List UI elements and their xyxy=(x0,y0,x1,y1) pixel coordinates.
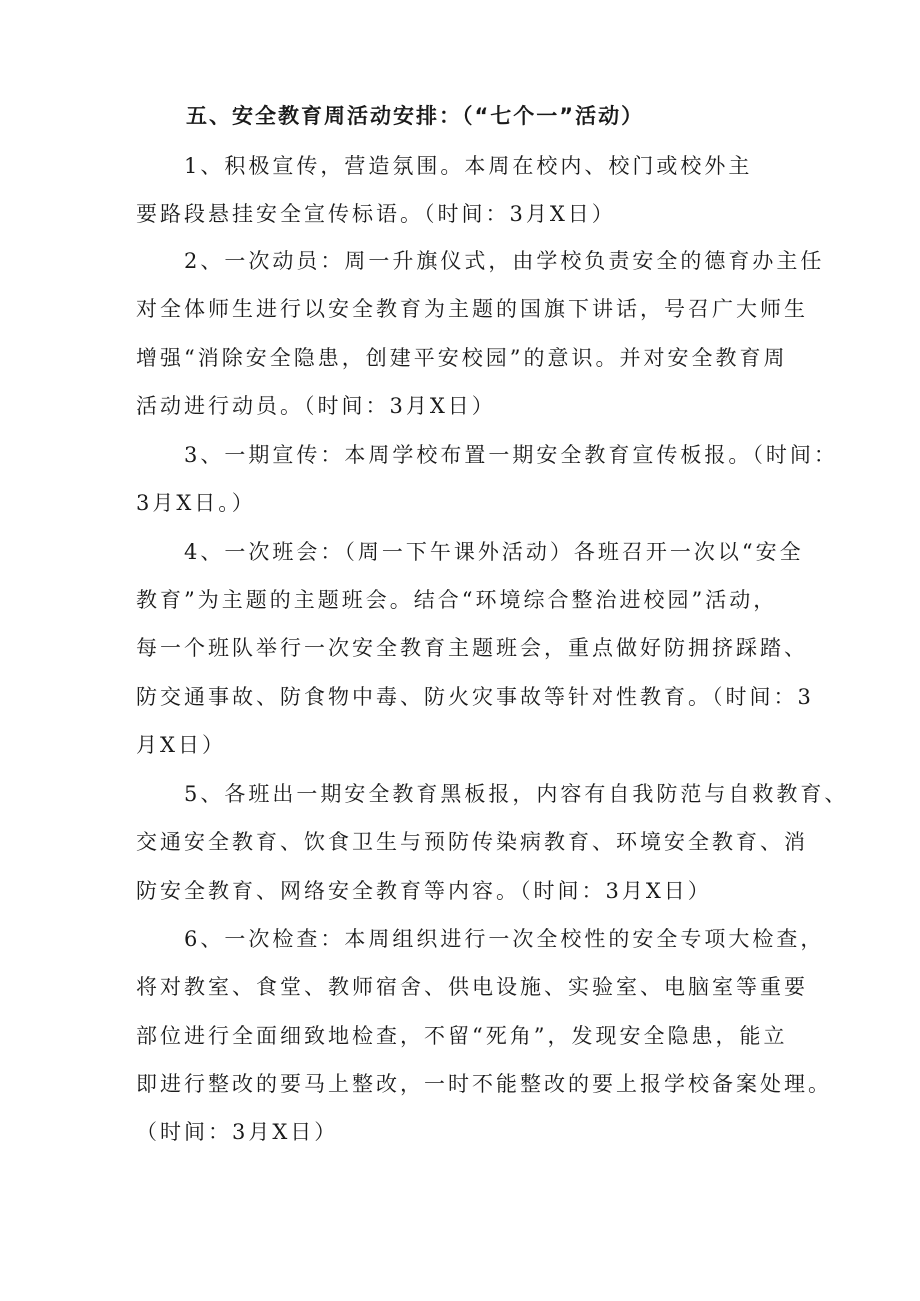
paragraph-1-line-1: 1、积极宣传，营造氛围。本周在校内、校门或校外主 xyxy=(184,154,753,178)
paragraph-5-line-3: 防安全教育、网络安全教育等内容。（时间：3月X日） xyxy=(136,879,712,903)
paragraph-4-line-5: 月X日） xyxy=(136,733,226,757)
paragraph-6-line-2: 将对教室、食堂、教师宿舍、供电设施、实验室、电脑室等重要 xyxy=(136,975,808,999)
paragraph-5-line-1: 5、各班出一期安全教育黑板报，内容有自我防范与自救教育、 xyxy=(184,782,849,806)
paragraph-2-line-4: 活动进行动员。（时间：3月X日） xyxy=(136,394,496,418)
paragraph-6-line-1: 6、一次检查：本周组织进行一次全校性的安全专项大检查， xyxy=(184,927,825,951)
paragraph-4-line-4: 防交通事故、防食物中毒、防火灾事故等针对性教育。（时间：3 xyxy=(136,685,814,709)
paragraph-4-line-2: 教育”为主题的主题班会。结合“环境综合整治进校园”活动， xyxy=(136,588,778,612)
paragraph-5-line-2: 交通安全教育、饮食卫生与预防传染病教育、环境安全教育、消 xyxy=(136,830,808,854)
paragraph-1-line-2: 要路段悬挂安全宣传标语。（时间：3月X日） xyxy=(136,202,616,226)
paragraph-4-line-1: 4、一次班会：（周一下午课外活动）各班召开一次以“安全 xyxy=(184,540,804,564)
paragraph-2-line-2: 对全体师生进行以安全教育为主题的国旗下讲话，号召广大师生 xyxy=(136,297,808,321)
paragraph-4-line-3: 每一个班队举行一次安全教育主题班会，重点做好防拥挤踩踏、 xyxy=(136,636,808,660)
section-heading: 五、安全教育周活动安排：（“七个一”活动） xyxy=(186,104,645,128)
paragraph-2-line-3: 增强“消除安全隐患，创建平安校园”的意识。并对安全教育周 xyxy=(136,346,788,370)
paragraph-6-line-4: 即进行整改的要马上整改，一时不能整改的要上报学校备案处理。 xyxy=(136,1072,832,1096)
paragraph-3-line-1: 3、一期宣传：本周学校布置一期安全教育宣传板报。（时间： xyxy=(184,443,838,467)
paragraph-3-line-2: 3月X日。） xyxy=(136,491,256,515)
paragraph-6-line-3: 部位进行全面细致地检查，不留“死角”，发现安全隐患，能立 xyxy=(136,1024,788,1048)
paragraph-2-line-1: 2、一次动员：周一升旗仪式，由学校负责安全的德育办主任 xyxy=(184,249,825,273)
paragraph-6-line-5: （时间：3月X日） xyxy=(136,1120,339,1144)
